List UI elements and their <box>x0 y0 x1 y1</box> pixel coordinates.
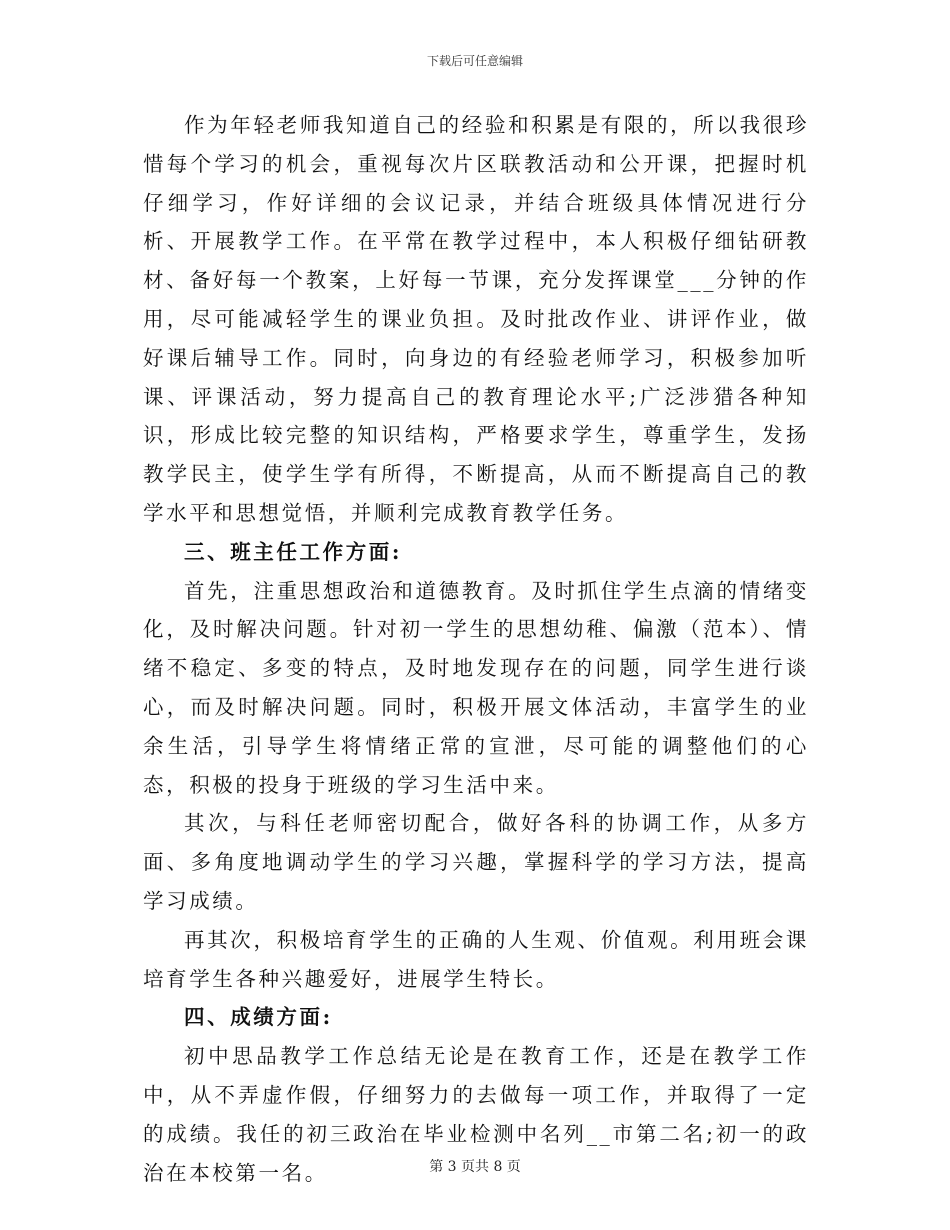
paragraph-moral-education: 首先，注重思想政治和道德教育。及时抓住学生点滴的情绪变化，及时解决问题。针对初一学生的思想幼稚、偏激（范本）、情绪不稳定、多变的特点，及时地发现存在的问题，同学生进行谈心，而及时解决问题。同时，积极开展文体活动，丰富学生的业余生活，引导学生将情绪正常的宣泄，尽可能的调整他们的心态，积极的投身于班级的学习生活中来。 <box>143 578 809 797</box>
page-header: 下载后可任意编辑 <box>426 54 523 68</box>
document-body <box>143 106 809 1192</box>
page-number-footer: 第 3 页共 8 页 <box>429 1159 521 1175</box>
paragraph-values-cultivation: 再其次，积极培育学生的正确的人生观、价值观。利用班会课培育学生各种兴趣爱好，进展学生特长。 <box>143 927 809 991</box>
section-heading-class-teacher: 三、班主任工作方面: <box>184 539 403 564</box>
paragraph-achievements: 初中思品教学工作总结无论是在教育工作，还是在教学工作中，从不弄虚作假，仔细努力的去做每一项工作，并取得了一定的成绩。我任的初三政治在毕业检测中名列__市第二名;初一的政治在本校第一名。 <box>143 1044 809 1185</box>
section-heading-achievements: 四、成绩方面: <box>184 1005 333 1030</box>
paragraph-teacher-cooperation: 其次，与科任老师密切配合，做好各科的协调工作，从多方面、多角度地调动学生的学习兴趣，掌握科学的学习方法，提高学习成绩。 <box>143 811 809 913</box>
paragraph-teaching-reflection: 作为年轻老师我知道自己的经验和积累是有限的，所以我很珍惜每个学习的机会，重视每次片区联教活动和公开课，把握时机仔细学习，作好详细的会议记录，并结合班级具体情况进行分析、开展教学工作。在平常在教学过程中，本人积极仔细钻研教材、备好每一个教案，上好每一节课，充分发挥课堂___分钟的作用，尽可能减轻学生的课业负担。及时批改作业、讲评作业，做好课后辅导工作。同时，向身边的有经验老师学习，积极参加听课、评课活动，努力提高自己的教育理论水平;广泛涉猎各种知识，形成比较完整的知识结构，严格要求学生，尊重学生，发扬教学民主，使学生学有所得，不断提高，从而不断提高自己的教学水平和思想觉悟，并顺利完成教育教学任务。 <box>143 113 809 525</box>
